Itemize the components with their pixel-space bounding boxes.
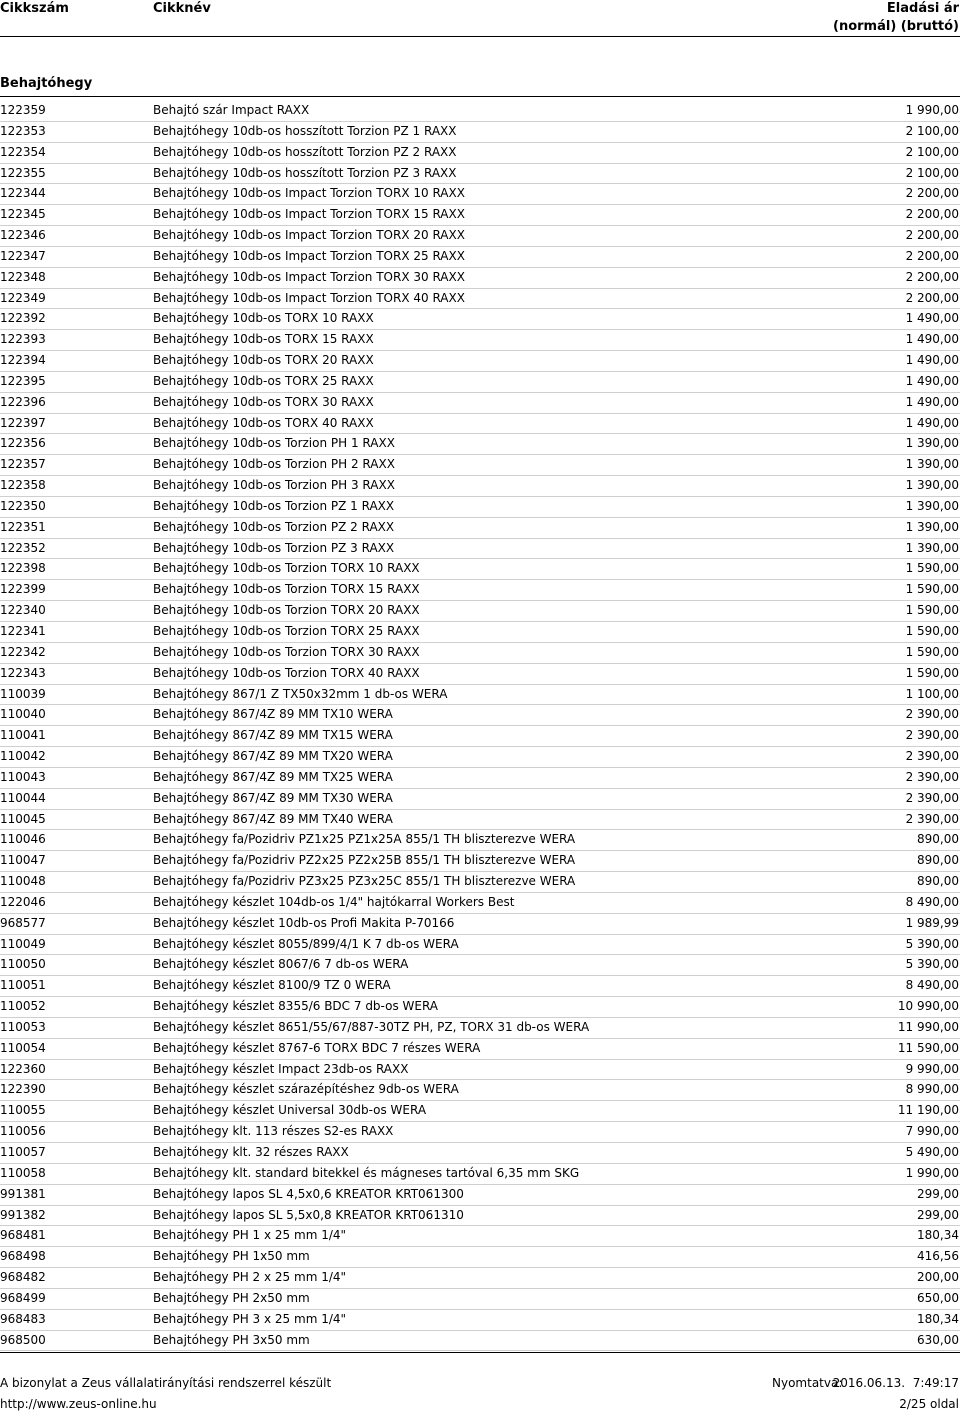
row-price: 1 490,00 bbox=[905, 373, 959, 388]
row-code: 110054 bbox=[0, 1040, 46, 1055]
row-name: Behajtóhegy 10db-os TORX 40 RAXX bbox=[153, 415, 374, 430]
table-row bbox=[0, 247, 960, 268]
row-price: 299,00 bbox=[917, 1186, 959, 1201]
table-row bbox=[0, 497, 960, 518]
row-name: Behajtóhegy PH 2x50 mm bbox=[153, 1290, 310, 1305]
row-code: 122395 bbox=[0, 373, 46, 388]
row-price: 1 100,00 bbox=[905, 686, 959, 701]
table-row bbox=[0, 1310, 960, 1331]
row-code: 110057 bbox=[0, 1145, 46, 1159]
row-price: 2 200,00 bbox=[905, 207, 959, 222]
table-row bbox=[0, 1101, 960, 1122]
table-row bbox=[0, 872, 960, 893]
row-price: 1 990,00 bbox=[905, 1165, 959, 1180]
table-row bbox=[0, 893, 960, 914]
row-price: 11 590,00 bbox=[897, 1040, 959, 1055]
table-row bbox=[0, 393, 960, 414]
row-name: Behajtóhegy PH 3x50 mm bbox=[153, 1332, 310, 1347]
row-code: 110053 bbox=[0, 1019, 46, 1034]
table-row bbox=[0, 434, 960, 455]
table-row bbox=[0, 184, 960, 205]
table-row bbox=[0, 1206, 960, 1227]
row-price: 1 990,00 bbox=[905, 103, 959, 117]
row-code: 968498 bbox=[0, 1249, 46, 1264]
column-header-code: Cikkszám bbox=[0, 1, 69, 16]
table-row bbox=[0, 351, 960, 372]
table-row bbox=[0, 622, 960, 643]
row-name: Behajtóhegy 10db-os Torzion PH 1 RAXX bbox=[153, 436, 395, 451]
row-price: 1 590,00 bbox=[905, 665, 959, 680]
row-name: Behajtóhegy 867/4Z 89 MM TX15 WERA bbox=[153, 728, 393, 743]
row-code: 968481 bbox=[0, 1228, 46, 1243]
row-name: Behajtóhegy 10db-os Impact Torzion TORX 25 RAXX bbox=[153, 248, 465, 263]
row-name: Behajtóhegy készlet 8651/55/67/887-30TZ PH, PZ, TORX 31 db-os WERA bbox=[153, 1019, 590, 1034]
row-code: 122352 bbox=[0, 540, 46, 555]
row-price: 1 390,00 bbox=[905, 436, 959, 451]
row-code: 122346 bbox=[0, 228, 46, 243]
row-name: Behajtóhegy 10db-os TORX 15 RAXX bbox=[153, 332, 374, 347]
row-code: 122394 bbox=[0, 353, 46, 368]
row-code: 122398 bbox=[0, 561, 46, 576]
row-price: 10 990,00 bbox=[897, 999, 959, 1014]
table-row bbox=[0, 664, 960, 685]
table-row bbox=[0, 810, 960, 831]
row-name: Behajtóhegy 10db-os hosszított Torzion PZ 3 RAXX bbox=[153, 165, 457, 180]
table-row bbox=[0, 559, 960, 580]
table-row bbox=[0, 372, 960, 393]
row-price: 1 390,00 bbox=[905, 519, 959, 534]
row-price: 1 490,00 bbox=[905, 311, 959, 326]
table-row bbox=[0, 580, 960, 601]
row-price: 1 989,99 bbox=[905, 915, 959, 930]
row-price: 1 490,00 bbox=[905, 332, 959, 347]
row-code: 122349 bbox=[0, 290, 46, 305]
row-name: Behajtóhegy 10db-os Impact Torzion TORX 10 RAXX bbox=[153, 186, 465, 201]
row-code: 122345 bbox=[0, 207, 46, 222]
row-price: 5 390,00 bbox=[905, 936, 959, 951]
row-code: 122351 bbox=[0, 519, 46, 534]
column-header-price-line1: Eladási ár bbox=[886, 1, 959, 16]
row-code: 122341 bbox=[0, 624, 46, 638]
table-row bbox=[0, 914, 960, 935]
row-code: 122357 bbox=[0, 457, 46, 472]
row-code: 122397 bbox=[0, 415, 46, 430]
header-divider bbox=[0, 36, 960, 37]
table-row bbox=[0, 726, 960, 747]
row-code: 968500 bbox=[0, 1332, 46, 1347]
row-price: 1 590,00 bbox=[905, 624, 959, 638]
row-name: Behajtóhegy 10db-os Torzion PZ 2 RAXX bbox=[153, 519, 395, 534]
table-row bbox=[0, 476, 960, 497]
row-code: 110044 bbox=[0, 790, 46, 805]
row-price: 2 100,00 bbox=[905, 144, 959, 159]
row-name: Behajtóhegy 10db-os TORX 10 RAXX bbox=[153, 311, 374, 326]
row-code: 122353 bbox=[0, 123, 46, 138]
row-price: 1 490,00 bbox=[905, 394, 959, 409]
row-code: 110039 bbox=[0, 686, 46, 701]
table-row bbox=[0, 768, 960, 789]
table-row bbox=[0, 747, 960, 768]
row-price: 8 490,00 bbox=[905, 978, 959, 993]
row-price: 1 590,00 bbox=[905, 561, 959, 576]
row-code: 122399 bbox=[0, 582, 46, 597]
row-name: Behajtóhegy készlet Impact 23db-os RAXX bbox=[153, 1061, 409, 1076]
row-code: 110041 bbox=[0, 728, 46, 743]
row-name: Behajtóhegy 10db-os Torzion PZ 3 RAXX bbox=[153, 540, 395, 555]
row-price: 1 590,00 bbox=[905, 603, 959, 618]
row-price: 11 190,00 bbox=[897, 1103, 959, 1118]
row-price: 11 990,00 bbox=[897, 1019, 959, 1034]
row-name: Behajtóhegy 10db-os Torzion TORX 20 RAXX bbox=[153, 603, 420, 618]
footer-printed-datetime bbox=[833, 1375, 959, 1391]
row-name: Behajtóhegy 10db-os hosszított Torzion PZ 2 RAXX bbox=[153, 144, 457, 159]
row-code: 122356 bbox=[0, 436, 46, 451]
row-name: Behajtóhegy lapos SL 4,5x0,6 KREATOR KRT061300 bbox=[153, 1186, 464, 1201]
row-name: Behajtóhegy készlet szárazépítéshez 9db-os WERA bbox=[153, 1082, 459, 1097]
row-price: 630,00 bbox=[917, 1332, 959, 1347]
row-price: 650,00 bbox=[917, 1290, 959, 1305]
row-price: 5 490,00 bbox=[905, 1145, 959, 1159]
column-header-price-line2: (normál) (bruttó) bbox=[833, 19, 959, 34]
row-price: 8 490,00 bbox=[905, 894, 959, 909]
category-divider bbox=[0, 96, 960, 97]
row-price: 2 390,00 bbox=[905, 769, 959, 784]
row-price: 7 990,00 bbox=[905, 1124, 959, 1139]
table-row bbox=[0, 997, 960, 1018]
row-code: 122390 bbox=[0, 1082, 46, 1097]
row-name: Behajtóhegy 10db-os Impact Torzion TORX 40 RAXX bbox=[153, 290, 465, 305]
row-name: Behajtóhegy 867/4Z 89 MM TX30 WERA bbox=[153, 790, 393, 805]
table-row bbox=[0, 643, 960, 664]
row-name: Behajtóhegy klt. 113 részes S2-es RAXX bbox=[153, 1124, 394, 1139]
row-price: 1 390,00 bbox=[905, 540, 959, 555]
row-code: 110050 bbox=[0, 957, 46, 972]
table-row bbox=[0, 1143, 960, 1164]
table-row bbox=[0, 830, 960, 851]
row-name: Behajtóhegy 867/1 Z TX50x32mm 1 db-os WERA bbox=[153, 686, 448, 701]
table-row bbox=[0, 1039, 960, 1060]
table-row bbox=[0, 455, 960, 476]
row-price: 2 390,00 bbox=[905, 707, 959, 722]
row-code: 110042 bbox=[0, 749, 46, 764]
row-name: Behajtóhegy PH 3 x 25 mm 1/4" bbox=[153, 1311, 347, 1326]
row-price: 299,00 bbox=[917, 1207, 959, 1222]
row-price: 890,00 bbox=[917, 853, 959, 868]
row-name: Behajtóhegy fa/Pozidriv PZ1x25 PZ1x25A 855/1 TH bliszterezve WERA bbox=[153, 832, 576, 847]
row-name: Behajtóhegy készlet 8100/9 TZ 0 WERA bbox=[153, 978, 391, 993]
table-row bbox=[0, 789, 960, 810]
row-code: 122343 bbox=[0, 665, 46, 680]
row-price: 2 390,00 bbox=[905, 749, 959, 764]
row-name: Behajtóhegy 10db-os Impact Torzion TORX 15 RAXX bbox=[153, 207, 465, 222]
row-name: Behajtóhegy fa/Pozidriv PZ3x25 PZ3x25C 855/1 TH bliszterezve WERA bbox=[153, 874, 576, 889]
row-price: 180,34 bbox=[917, 1311, 959, 1326]
printed-time: 7:49:17 bbox=[912, 1376, 959, 1390]
row-name: Behajtóhegy PH 1 x 25 mm 1/4" bbox=[153, 1228, 347, 1243]
table-row bbox=[0, 705, 960, 726]
row-name: Behajtóhegy PH 1x50 mm bbox=[153, 1249, 310, 1264]
row-code: 122393 bbox=[0, 332, 46, 347]
row-name: Behajtóhegy klt. standard bitekkel és mágneses tartóval 6,35 mm SKG bbox=[153, 1165, 580, 1180]
row-name: Behajtóhegy készlet 10db-os Profi Makita P-70166 bbox=[153, 915, 455, 930]
row-price: 416,56 bbox=[917, 1249, 959, 1264]
table-row bbox=[0, 1080, 960, 1101]
table-row bbox=[0, 1122, 960, 1143]
row-code: 122348 bbox=[0, 269, 46, 284]
row-price: 9 990,00 bbox=[905, 1061, 959, 1076]
table-row bbox=[0, 101, 960, 122]
printed-label: Nyomtatva: bbox=[772, 1376, 843, 1390]
row-name: Behajtóhegy 10db-os Torzion PH 3 RAXX bbox=[153, 478, 395, 493]
category-title: Behajtóhegy bbox=[0, 76, 93, 91]
row-code: 110045 bbox=[0, 811, 46, 826]
row-code: 122046 bbox=[0, 894, 46, 909]
table-header bbox=[0, 0, 960, 40]
row-name: Behajtóhegy 10db-os Torzion TORX 10 RAXX bbox=[153, 561, 420, 576]
row-name: Behajtóhegy klt. 32 részes RAXX bbox=[153, 1145, 349, 1159]
row-name: Behajtóhegy készlet 8767-6 TORX BDC 7 részes WERA bbox=[153, 1040, 481, 1055]
table-row bbox=[0, 1331, 960, 1352]
row-name: Behajtó szár Impact RAXX bbox=[153, 103, 310, 117]
row-price: 1 590,00 bbox=[905, 582, 959, 597]
table-row bbox=[0, 1185, 960, 1206]
table-row bbox=[0, 518, 960, 539]
row-code: 122396 bbox=[0, 394, 46, 409]
row-price: 2 200,00 bbox=[905, 228, 959, 243]
row-code: 110040 bbox=[0, 707, 46, 722]
row-code: 122340 bbox=[0, 603, 46, 618]
table-row bbox=[0, 1268, 960, 1289]
table-row bbox=[0, 143, 960, 164]
row-name: Behajtóhegy készlet 8355/6 BDC 7 db-os WERA bbox=[153, 999, 439, 1014]
row-price: 890,00 bbox=[917, 874, 959, 889]
table-row bbox=[0, 955, 960, 976]
footer-url-link[interactable]: http://www.zeus-online.hu bbox=[0, 1397, 157, 1411]
column-header-name: Cikknév bbox=[153, 1, 211, 16]
row-name: Behajtóhegy 10db-os TORX 20 RAXX bbox=[153, 353, 374, 368]
page-number: 2/25 oldal bbox=[899, 1397, 959, 1411]
row-price: 1 390,00 bbox=[905, 457, 959, 472]
table-row bbox=[0, 1226, 960, 1247]
row-code: 968482 bbox=[0, 1270, 46, 1285]
table-row bbox=[0, 122, 960, 143]
row-code: 968577 bbox=[0, 915, 46, 930]
row-price: 180,34 bbox=[917, 1228, 959, 1243]
row-name: Behajtóhegy 867/4Z 89 MM TX20 WERA bbox=[153, 749, 393, 764]
row-name: Behajtóhegy 10db-os Torzion TORX 40 RAXX bbox=[153, 665, 420, 680]
row-price: 2 200,00 bbox=[905, 248, 959, 263]
row-price: 2 100,00 bbox=[905, 165, 959, 180]
table-row bbox=[0, 685, 960, 706]
row-code: 122392 bbox=[0, 311, 46, 326]
row-code: 122355 bbox=[0, 165, 46, 180]
row-code: 110051 bbox=[0, 978, 46, 993]
row-code: 122354 bbox=[0, 144, 46, 159]
footer-divider bbox=[0, 1352, 960, 1353]
row-name: Behajtóhegy 10db-os TORX 30 RAXX bbox=[153, 394, 374, 409]
row-price: 1 390,00 bbox=[905, 498, 959, 513]
table-row bbox=[0, 309, 960, 330]
row-price: 2 390,00 bbox=[905, 728, 959, 743]
row-price: 200,00 bbox=[917, 1270, 959, 1285]
table-row bbox=[0, 1247, 960, 1268]
row-code: 110055 bbox=[0, 1103, 46, 1118]
row-price: 890,00 bbox=[917, 832, 959, 847]
table-row bbox=[0, 226, 960, 247]
row-name: Behajtóhegy 10db-os Torzion PH 2 RAXX bbox=[153, 457, 395, 472]
row-code: 110043 bbox=[0, 769, 46, 784]
row-price: 8 990,00 bbox=[905, 1082, 959, 1097]
row-code: 110047 bbox=[0, 853, 46, 868]
row-code: 122360 bbox=[0, 1061, 46, 1076]
row-code: 122347 bbox=[0, 248, 46, 263]
row-price: 2 390,00 bbox=[905, 811, 959, 826]
row-code: 968499 bbox=[0, 1290, 46, 1305]
row-price: 2 200,00 bbox=[905, 269, 959, 284]
row-name: Behajtóhegy 10db-os TORX 25 RAXX bbox=[153, 373, 374, 388]
row-price: 1 490,00 bbox=[905, 415, 959, 430]
table-row bbox=[0, 414, 960, 435]
table-row bbox=[0, 935, 960, 956]
row-price: 5 390,00 bbox=[905, 957, 959, 972]
row-code: 991382 bbox=[0, 1207, 46, 1222]
row-name: Behajtóhegy 10db-os Impact Torzion TORX 30 RAXX bbox=[153, 269, 465, 284]
row-name: Behajtóhegy 10db-os Impact Torzion TORX 20 RAXX bbox=[153, 228, 465, 243]
table-row bbox=[0, 1060, 960, 1081]
row-name: Behajtóhegy készlet 8055/899/4/1 K 7 db-os WERA bbox=[153, 936, 459, 951]
row-code: 968483 bbox=[0, 1311, 46, 1326]
row-code: 122358 bbox=[0, 478, 46, 493]
row-price: 1 390,00 bbox=[905, 478, 959, 493]
row-code: 991381 bbox=[0, 1186, 46, 1201]
table-row bbox=[0, 539, 960, 560]
table-row bbox=[0, 268, 960, 289]
row-price: 1 490,00 bbox=[905, 353, 959, 368]
row-code: 110048 bbox=[0, 874, 46, 889]
row-name: Behajtóhegy 867/4Z 89 MM TX25 WERA bbox=[153, 769, 393, 784]
row-price: 2 200,00 bbox=[905, 290, 959, 305]
table-row bbox=[0, 164, 960, 185]
row-name: Behajtóhegy 10db-os hosszított Torzion PZ 1 RAXX bbox=[153, 123, 457, 138]
row-code: 122342 bbox=[0, 644, 46, 659]
row-code: 110052 bbox=[0, 999, 46, 1014]
table-row bbox=[0, 205, 960, 226]
row-name: Behajtóhegy készlet Universal 30db-os WERA bbox=[153, 1103, 427, 1118]
printed-date: 2016.06.13. bbox=[832, 1376, 906, 1390]
table-row bbox=[0, 851, 960, 872]
table-row bbox=[0, 330, 960, 351]
row-name: Behajtóhegy lapos SL 5,5x0,8 KREATOR KRT061310 bbox=[153, 1207, 464, 1222]
column-header-price bbox=[833, 0, 959, 36]
footer-made-by: A bizonylat a Zeus vállalatirányítási rendszerrel készült bbox=[0, 1376, 332, 1390]
row-name: Behajtóhegy 867/4Z 89 MM TX40 WERA bbox=[153, 811, 393, 826]
row-price: 2 390,00 bbox=[905, 790, 959, 805]
row-name: Behajtóhegy 867/4Z 89 MM TX10 WERA bbox=[153, 707, 393, 722]
row-name: Behajtóhegy 10db-os Torzion TORX 25 RAXX bbox=[153, 624, 420, 638]
row-code: 122344 bbox=[0, 186, 46, 201]
table-row bbox=[0, 1164, 960, 1185]
row-code: 122350 bbox=[0, 498, 46, 513]
table-row bbox=[0, 289, 960, 310]
row-price: 2 200,00 bbox=[905, 186, 959, 201]
table-row bbox=[0, 976, 960, 997]
row-code: 122359 bbox=[0, 103, 46, 117]
row-code: 110046 bbox=[0, 832, 46, 847]
row-name: Behajtóhegy 10db-os Torzion TORX 15 RAXX bbox=[153, 582, 420, 597]
row-name: Behajtóhegy 10db-os Torzion PZ 1 RAXX bbox=[153, 498, 395, 513]
row-price: 2 100,00 bbox=[905, 123, 959, 138]
row-name: Behajtóhegy PH 2 x 25 mm 1/4" bbox=[153, 1270, 347, 1285]
row-code: 110049 bbox=[0, 936, 46, 951]
row-name: Behajtóhegy készlet 104db-os 1/4" hajtókarral Workers Best bbox=[153, 894, 515, 909]
row-name: Behajtóhegy készlet 8067/6 7 db-os WERA bbox=[153, 957, 409, 972]
table-row bbox=[0, 1018, 960, 1039]
row-name: Behajtóhegy fa/Pozidriv PZ2x25 PZ2x25B 855/1 TH bliszterezve WERA bbox=[153, 853, 576, 868]
table-row bbox=[0, 601, 960, 622]
row-name: Behajtóhegy 10db-os Torzion TORX 30 RAXX bbox=[153, 644, 420, 659]
row-code: 110056 bbox=[0, 1124, 46, 1139]
row-price: 1 590,00 bbox=[905, 644, 959, 659]
row-code: 110058 bbox=[0, 1165, 46, 1180]
table-row bbox=[0, 1289, 960, 1310]
